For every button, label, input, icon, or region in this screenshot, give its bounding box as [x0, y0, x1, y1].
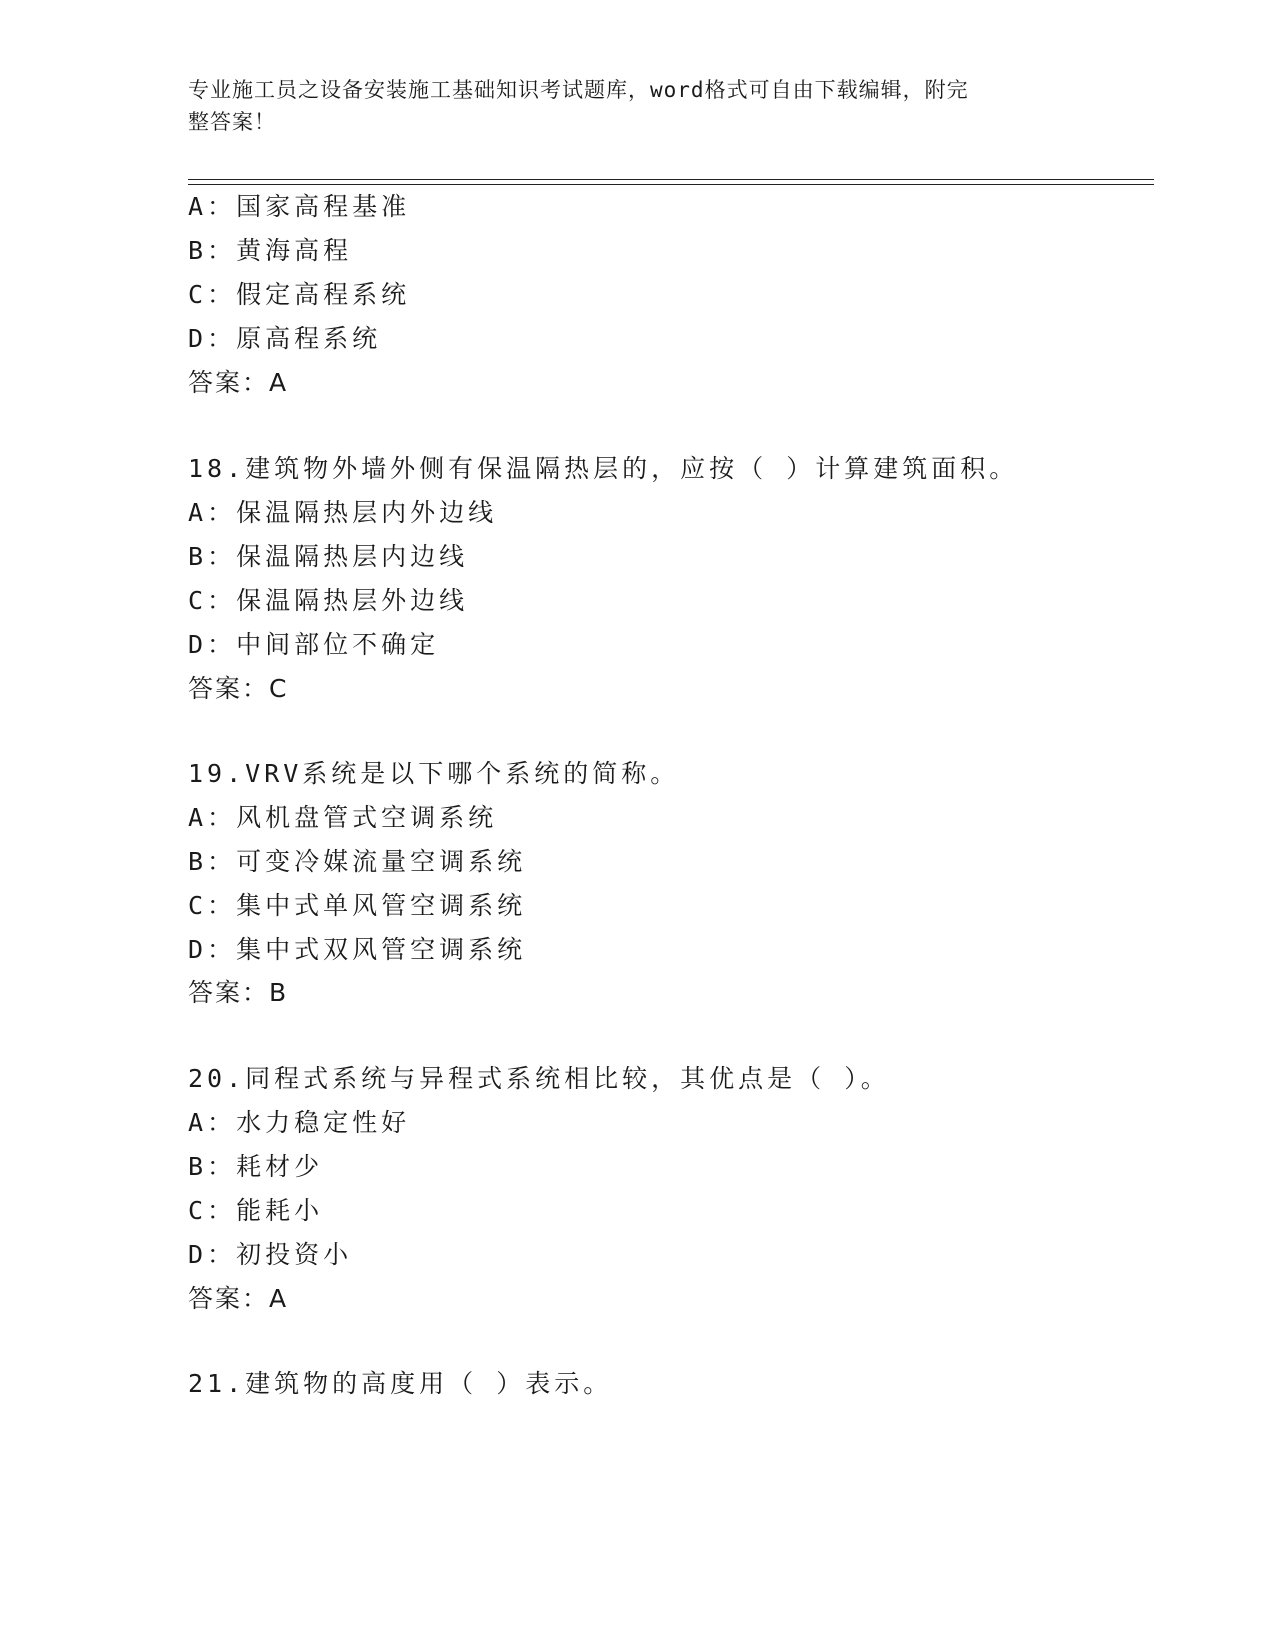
question-20: 20.同程式系统与异程式系统相比较，其优点是（ ）。: [188, 1064, 890, 1093]
option-c: C：集中式单风管空调系统: [188, 891, 527, 920]
option-b: B：黄海高程: [188, 236, 353, 265]
answer-line: 答案：B: [188, 978, 289, 1007]
answer-line: 答案：A: [188, 368, 289, 397]
option-d: D：原高程系统: [188, 324, 382, 353]
option-d: D：初投资小: [188, 1240, 353, 1269]
header-divider-bottom: [188, 184, 1154, 185]
option-d: D：集中式双风管空调系统: [188, 935, 527, 964]
question-19: 19.VRV系统是以下哪个系统的简称。: [188, 759, 680, 788]
option-b: B：保温隔热层内边线: [188, 542, 469, 571]
header-line-1: 专业施工员之设备安装施工基础知识考试题库，word格式可自由下载编辑，附完: [188, 78, 969, 102]
header-line-2: 整答案！: [188, 110, 276, 134]
option-a: A：保温隔热层内外边线: [188, 498, 498, 527]
answer-line: 答案：A: [188, 1284, 289, 1313]
option-b: B：可变冷媒流量空调系统: [188, 847, 527, 876]
option-d: D：中间部位不确定: [188, 630, 440, 659]
option-a: A：水力稳定性好: [188, 1108, 411, 1137]
option-a: A：风机盘管式空调系统: [188, 803, 498, 832]
answer-line: 答案：C: [188, 674, 289, 703]
option-c: C：保温隔热层外边线: [188, 586, 469, 615]
option-b: B：耗材少: [188, 1152, 324, 1181]
option-c: C：能耗小: [188, 1196, 324, 1225]
question-18: 18.建筑物外墙外侧有保温隔热层的，应按（ ）计算建筑面积。: [188, 454, 1019, 483]
option-a: A：国家高程基准: [188, 192, 411, 221]
header-divider-top: [188, 179, 1154, 180]
option-c: C：假定高程系统: [188, 280, 411, 309]
question-21: 21.建筑物的高度用（ ）表示。: [188, 1369, 613, 1398]
document-header: [188, 74, 1088, 138]
